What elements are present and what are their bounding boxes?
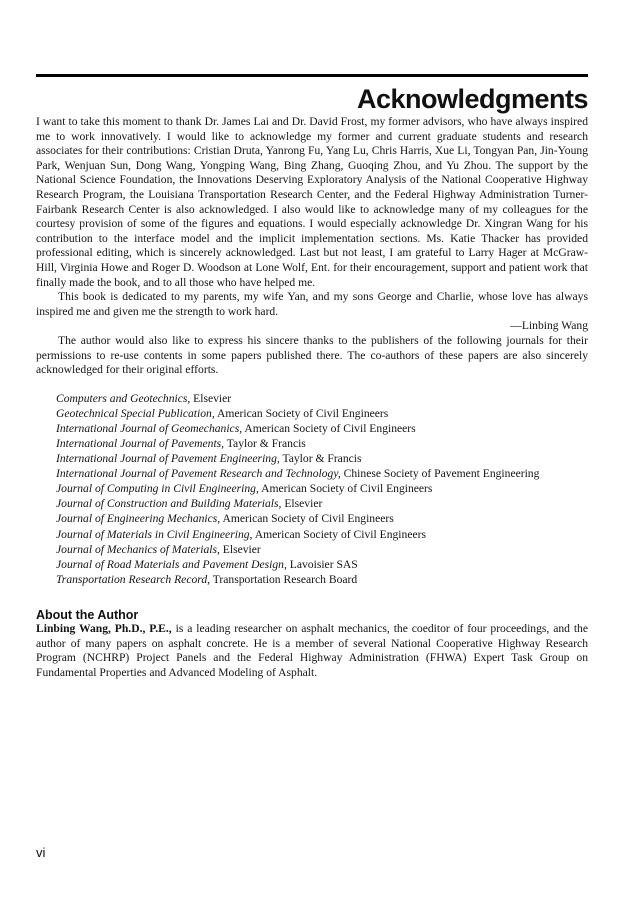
journal-list-item: [56, 391, 588, 406]
journal-name: Journal of Road Materials and Pavement Design,: [56, 557, 287, 571]
journal-publisher: Transportation Research Board: [210, 572, 358, 586]
journal-list-item: [56, 557, 588, 572]
paragraph-acknowledgments: I want to take this moment to thank Dr. James Lai and Dr. David Frost, my former advisors, who have always inspired me to work innovatively. I would like to acknowledge my former and current graduate students and research associates for their contributions: Cristian Druta, Yanrong Fu, Yang Lu, Chris Harris, Xue Li, Tongyan Pan, Jin-Young Park, Wenjuan Sun, Dong Wang, Yongping Wang, Bing Zhang, Guoqing Zhou, and Yu Zhou. The support by the National Science Foundation, the Innovations Deserving Exploratory Analysis of the National Cooperative Highway Research Program, the Louisiana Transportation Research Center, and the Federal Highway Administration Turner-Fairbank Research Center is also acknowledged. I also would like to acknowledge many of my colleagues for the courtesy provision of some of the figures and equations. I would especially acknowledge Dr. Xingran Wang for his contribution to the interface model and the implicit implementation sections. Ms. Katie Thacker has provided professional editing, which is sincerely acknowledged. Last but not least, I am grateful to Larry Hager at McGraw-Hill, Virginia Howe and Roger D. Woodson at Lone Wolf, Ent. for their encouragement, support and patient work that finally made the book, and to all those who have helped me.: [36, 115, 588, 289]
journal-name: International Journal of Geomechanics,: [56, 421, 243, 435]
paragraph-author-bio: [36, 622, 588, 680]
journal-publisher: American Society of Civil Engineers: [220, 512, 394, 526]
journal-publisher: Taylor & Francis: [224, 436, 306, 450]
journal-publisher: American Society of Civil Engineers: [252, 527, 426, 541]
journal-list-item: [56, 527, 588, 542]
journal-name: Journal of Construction and Building Materials,: [56, 497, 282, 511]
journal-name: Computers and Geotechnics,: [56, 391, 191, 405]
journal-list-item: [56, 481, 588, 496]
journal-list-item: [56, 451, 588, 466]
section-heading-about-the-author: About the Author: [36, 607, 139, 622]
journal-name: Transportation Research Record,: [56, 572, 211, 586]
journal-list-item: [56, 406, 588, 421]
journal-name: Geotechnical Special Publication,: [56, 406, 215, 420]
journal-publisher: American Society of Civil Engineers: [242, 421, 416, 435]
journal-publisher: Chinese Society of Pavement Engineering: [340, 467, 540, 481]
journal-list-item: [56, 436, 588, 451]
journal-name: Journal of Materials in Civil Engineering,: [56, 527, 253, 541]
journal-name: Journal of Computing in Civil Engineering,: [56, 482, 259, 496]
author-name-lead: Linbing Wang, Ph.D., P.E.,: [36, 621, 172, 635]
journal-name: International Journal of Pavements,: [56, 436, 225, 450]
journal-name: International Journal of Pavement Research and Technology,: [56, 467, 341, 481]
journal-list-item: [56, 542, 588, 557]
journal-publisher: Lavoisier SAS: [286, 557, 358, 571]
journal-publisher: Taylor & Francis: [279, 452, 362, 466]
attribution-author: —Linbing Wang: [510, 319, 588, 333]
journal-publisher: American Society of Civil Engineers: [214, 406, 389, 420]
journal-list-item: [56, 421, 588, 436]
journal-name: International Journal of Pavement Engineering,: [56, 452, 280, 466]
journal-list-item: [56, 572, 588, 587]
page-number: vi: [36, 845, 46, 860]
journal-publisher: Elsevier: [281, 497, 323, 511]
paragraph-journals-intro: The author would also like to express his sincere thanks to the publishers of the following journals for their permissions to re-use contents in some papers published there. The co-authors of these papers are also sincerely acknowledged for their original efforts.: [36, 333, 588, 377]
journal-list: [56, 391, 588, 587]
page-content: [36, 0, 588, 680]
journal-name: Journal of Engineering Mechanics,: [56, 512, 221, 526]
paragraph-dedication: This book is dedicated to my parents, my wife Yan, and my sons George and Charlie, whose love has always inspired me and given me the strength to work hard.: [36, 290, 588, 318]
journal-list-item: [56, 511, 588, 526]
author-bio-text: is a leading researcher on asphalt mechanics, the coeditor of four proceedings, and the author of many papers on asphalt concrete. He is a member of several National Cooperative Highway Research Program (NCHRP) Project Panels and the Federal Highway Administration (FHWA) Expert Task Group on Fundamental Properties and Advanced Modeling of Asphalt.: [36, 621, 588, 679]
journal-name: Journal of Mechanics of Materials,: [56, 542, 220, 556]
journal-publisher: Elsevier: [190, 391, 232, 405]
journal-publisher: American Society of Civil Engineers: [258, 482, 433, 496]
journal-publisher: Elsevier: [219, 542, 261, 556]
title-rule: [36, 74, 588, 77]
journal-list-item: [56, 466, 588, 481]
journal-list-item: [56, 496, 588, 511]
page-title: Acknowledgments: [356, 84, 588, 114]
